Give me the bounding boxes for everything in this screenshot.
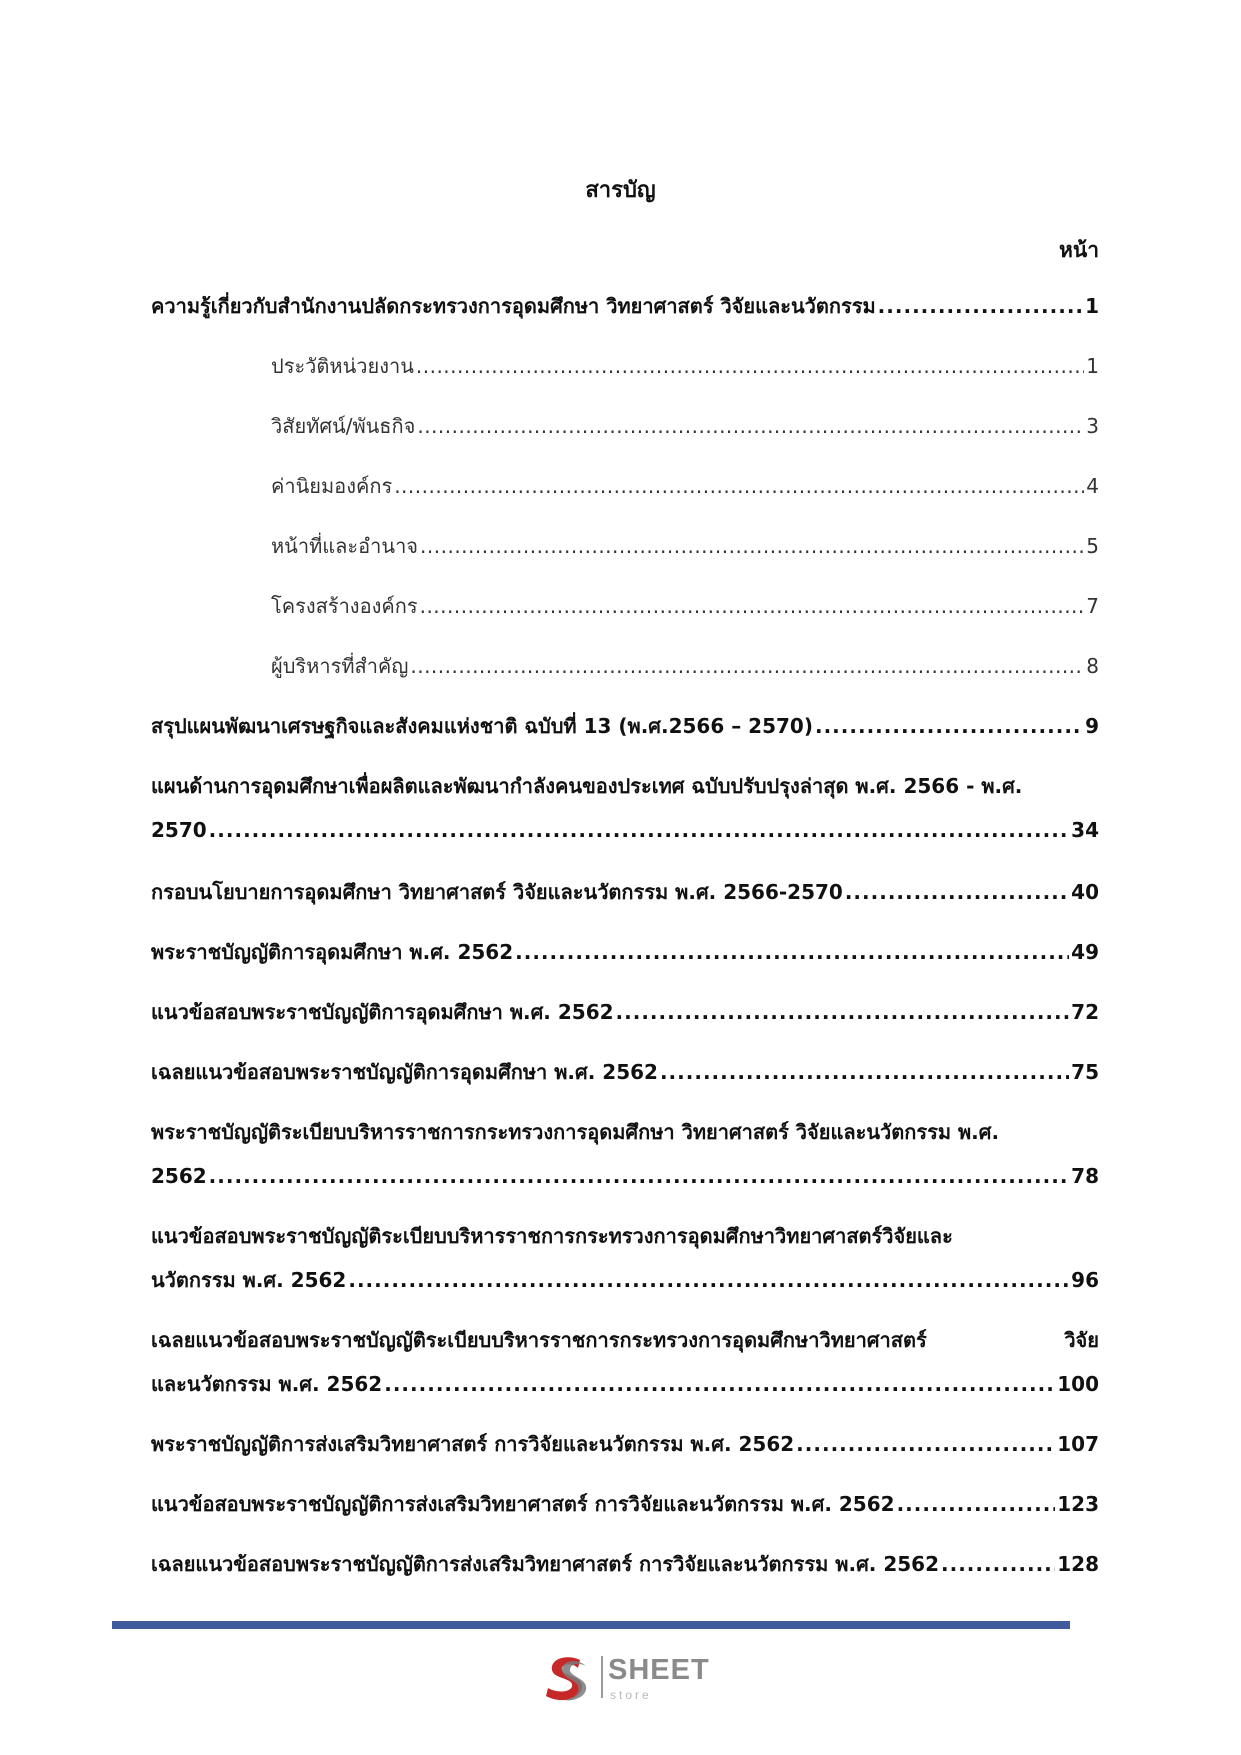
toc-entry-title: สรุปแผนพัฒนาเศรษฐกิจและสังคมแห่งชาติ ฉบับที่ 13 (พ.ศ.2566 – 2570) [151,714,813,738]
toc-entry-page: 8 [1086,654,1099,678]
page-title: สารบัญ [585,178,656,203]
toc-sub-entry[interactable] [271,344,1099,388]
toc-entry-title: แผนด้านการอุดมศึกษาเพื่อผลิตและพัฒนากำลังคนของประเทศ ฉบับปรับปรุงล่าสุด พ.ศ. 2566 - พ.ศ. [151,774,1023,798]
toc-entry[interactable] [151,1482,1099,1526]
toc-entry-page: 72 [1071,1000,1099,1024]
leader-dots [410,644,1084,688]
toc-entry-title-cont: 2570 [151,818,207,842]
leader-dots [348,1258,1069,1302]
toc-entry-title: เฉลยแนวข้อสอบพระราชบัญญัติการอุดมศึกษา พ.ศ. 2562 [151,1060,658,1084]
toc-entry-page: 1 [1086,354,1099,378]
toc-entry[interactable] [151,990,1099,1034]
toc-entry-page: 100 [1057,1372,1099,1396]
toc-entry[interactable] [151,1542,1099,1586]
page-column-label: หน้า [1059,238,1099,262]
logo-subtext: store [610,1688,652,1702]
toc-entry-title: เฉลยแนวข้อสอบพระราชบัญญัติระเบียบบริหารราชการกระทรวงการอุดมศึกษาวิทยาศาสตร์ [151,1328,927,1352]
toc-entry-page: 1 [1085,294,1099,318]
leader-dots [420,524,1084,568]
toc-entry-page: 96 [1071,1268,1099,1292]
toc-entry-title: วิสัยทัศน์/พันธกิจ [271,414,416,438]
toc-entry-page: 7 [1086,594,1099,618]
toc-entry-page: 107 [1057,1432,1099,1456]
toc-entry-page: 123 [1057,1492,1099,1516]
toc-entry[interactable] [151,1214,1099,1302]
toc-entry[interactable] [151,284,1099,328]
leader-dots [209,1154,1069,1198]
toc-entry[interactable] [151,1422,1099,1466]
toc-entry-title-cont: และนวัตกรรม พ.ศ. 2562 [151,1372,383,1396]
toc-entry-page: 3 [1086,414,1099,438]
toc-entry-title: พระราชบัญญัติระเบียบบริหารราชการกระทรวงการอุดมศึกษา วิทยาศาสตร์ วิจัยและนวัตกรรม พ.ศ. [151,1120,1000,1144]
toc-sub-entry[interactable] [271,584,1099,628]
toc-entry[interactable] [151,930,1099,974]
leader-dots [845,870,1069,914]
leader-dots [897,1482,1056,1526]
footer-divider-bar [112,1621,1070,1629]
leader-dots [417,404,1084,448]
leader-dots [616,990,1070,1034]
toc-entry-page: 49 [1071,940,1099,964]
toc-entry-title: แนวข้อสอบพระราชบัญญัติการอุดมศึกษา พ.ศ. 2562 [151,1000,614,1024]
toc-entry-title: โครงสร้างองค์กร [271,594,418,618]
logo-wordmark: SHEET [608,1654,710,1686]
leader-dots [394,464,1084,508]
toc-entry-title-cont: 2562 [151,1164,207,1188]
toc-entry-page: 5 [1086,534,1099,558]
toc-entry-title: เฉลยแนวข้อสอบพระราชบัญญัติการส่งเสริมวิทยาศาสตร์ การวิจัยและนวัตกรรม พ.ศ. 2562 [151,1552,939,1576]
leader-dots [420,584,1085,628]
toc-entry-title: ความรู้เกี่ยวกับสำนักงานปลัดกระทรวงการอุดมศึกษา วิทยาศาสตร์ วิจัยและนวัตกรรม [151,294,876,318]
sheet-store-logo [540,1650,720,1710]
toc-entry[interactable] [151,704,1099,748]
leader-dots [941,1542,1055,1586]
leader-dots [878,284,1083,328]
toc-entry-page: 75 [1071,1060,1099,1084]
toc-sub-entry[interactable] [271,464,1099,508]
toc-entry-page: 4 [1086,474,1099,498]
logo-divider [601,1656,603,1698]
toc-entry[interactable] [151,764,1099,852]
toc-entry[interactable] [151,1050,1099,1094]
toc-entry[interactable] [151,870,1099,914]
leader-dots [209,808,1069,852]
toc-entry-page: 78 [1071,1164,1099,1188]
toc-entry-title: ผู้บริหารที่สำคัญ [271,654,409,678]
leader-dots [796,1422,1055,1466]
toc-entry-title: พระราชบัญญัติการส่งเสริมวิทยาศาสตร์ การวิจัยและนวัตกรรม พ.ศ. 2562 [151,1432,795,1456]
toc-entry-page: 40 [1071,880,1099,904]
toc-entry-title-right: วิจัย [1064,1328,1099,1352]
toc-entry-title: ประวัติหน่วยงาน [271,354,414,378]
toc-entry-title: แนวข้อสอบพระราชบัญญัติการส่งเสริมวิทยาศาสตร์ การวิจัยและนวัตกรรม พ.ศ. 2562 [151,1492,895,1516]
toc-entry-page: 128 [1057,1552,1099,1576]
toc-entry[interactable] [151,1318,1099,1406]
leader-dots [515,930,1069,974]
leader-dots [384,1362,1055,1406]
toc-entry-title: กรอบนโยบายการอุดมศึกษา วิทยาศาสตร์ วิจัยและนวัตกรรม พ.ศ. 2566-2570 [151,880,843,904]
toc-entry-title: หน้าที่และอำนาจ [271,534,419,558]
toc-entry-title: แนวข้อสอบพระราชบัญญัติระเบียบบริหารราชการกระทรวงการอุดมศึกษาวิทยาศาสตร์วิจัยและ [151,1224,953,1248]
sheet-store-logo-icon [540,1650,596,1706]
leader-dots [660,1050,1069,1094]
toc-sub-entry[interactable] [271,644,1099,688]
toc-sub-entry[interactable] [271,524,1099,568]
toc-sub-entry[interactable] [271,404,1099,448]
toc-entry-page: 34 [1071,818,1099,842]
leader-dots [416,344,1084,388]
toc-entry[interactable] [151,1110,1099,1198]
toc-entry-title: พระราชบัญญัติการอุดมศึกษา พ.ศ. 2562 [151,940,514,964]
toc-entry-title: ค่านิยมองค์กร [271,474,393,498]
toc-entry-title-cont: นวัตกรรม พ.ศ. 2562 [151,1268,347,1292]
leader-dots [815,704,1083,748]
toc-entry-page: 9 [1085,714,1099,738]
